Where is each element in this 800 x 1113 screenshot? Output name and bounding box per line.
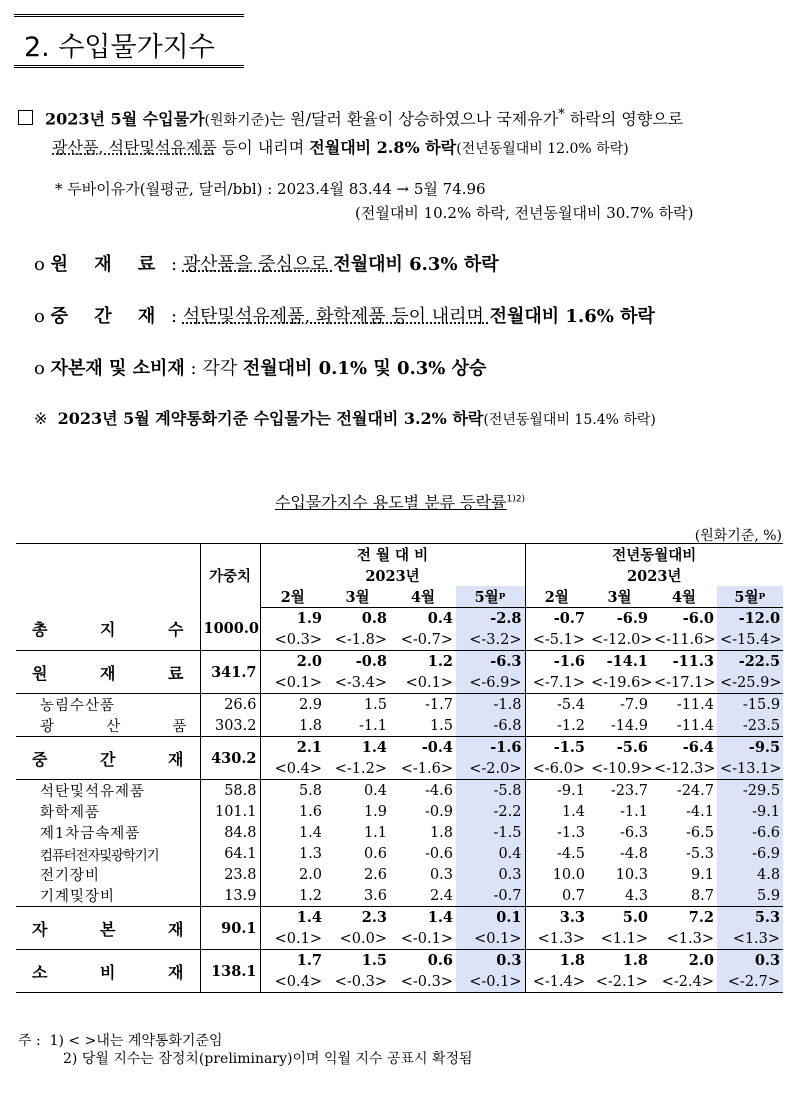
summary-text: 는 원/달러 환율이 상승하였으나 국제유가 [269, 109, 559, 129]
group-contract-value: <-13.1> [717, 758, 783, 780]
sub-value: 5.9 [717, 885, 783, 907]
group-weight: 430.2 [200, 737, 260, 780]
sub-value: -1.2 [525, 715, 588, 737]
sub-value: 1.8 [429, 824, 453, 841]
group-contract-value: <-0.1> [456, 971, 525, 993]
sub-value: 3.6 [325, 885, 390, 907]
group-value: -2.8 [456, 608, 525, 630]
sub-value: -6.6 [717, 822, 783, 843]
table-row [16, 715, 783, 737]
sub-value: -11.4 [651, 715, 717, 737]
summary-yoy: (전년동월대비 12.0% 하락) [456, 141, 629, 157]
bullet-sep: : [184, 358, 203, 379]
group-value: -12.0 [717, 608, 783, 630]
sub-weight: 26.6 [200, 694, 260, 716]
group-value: 1.2 [427, 653, 453, 670]
sub-value: -24.7 [676, 782, 714, 799]
table-row [16, 822, 783, 843]
group-contract-value: <-1.8> [325, 629, 390, 651]
table-row [16, 780, 783, 802]
summary-bold: 2023년 5월 수입물가 [45, 109, 205, 129]
header-weight: 가중치 [200, 544, 260, 608]
group-value: -6.0 [682, 610, 714, 627]
summary-mom: 전월대비 2.8% 하락 [309, 138, 457, 157]
group-contract-value: <1.1> [588, 928, 651, 950]
group-value: -5.6 [616, 739, 648, 756]
sub-value: 0.7 [525, 885, 588, 907]
group-name: 총 지 수 [16, 608, 200, 651]
group-value: 0.8 [361, 610, 387, 627]
header-month: 2월 [260, 586, 325, 608]
table-row [16, 737, 783, 759]
group-contract-value: <0.3> [260, 629, 325, 651]
header-month: 3월 [588, 586, 651, 608]
sub-value: -4.5 [557, 845, 585, 862]
sub-value: 1.1 [363, 824, 387, 841]
group-contract-value: <0.4> [260, 971, 325, 993]
group-value: 1.4 [296, 909, 322, 926]
group-contract-value: <0.1> [456, 928, 525, 950]
sub-weight: 58.8 [200, 780, 260, 802]
table-row [16, 801, 783, 822]
group-contract-value: <-2.1> [588, 971, 651, 993]
sub-value: 1.3 [298, 845, 322, 862]
sub-value: 0.6 [363, 845, 387, 862]
sub-value: -7.9 [620, 696, 648, 713]
group-weight: 138.1 [200, 950, 260, 993]
sub-value: 1.4 [298, 824, 322, 841]
group-value: -14.1 [606, 653, 648, 670]
group-contract-value: <-7.1> [525, 672, 588, 694]
sub-value: 4.8 [717, 864, 783, 885]
table-row [16, 950, 783, 972]
group-contract-value: <1.3> [651, 928, 717, 950]
group-value: -1.6 [553, 653, 585, 670]
sub-name: 광 산 품 [16, 715, 200, 737]
sub-weight: 13.9 [200, 885, 260, 907]
sub-value: -5.4 [557, 696, 585, 713]
group-name: 원 재 료 [16, 651, 200, 694]
group-value: 5.0 [622, 909, 648, 926]
group-value: 5.3 [717, 907, 783, 929]
header-month: 2월 [525, 586, 588, 608]
group-value: 0.3 [456, 950, 525, 972]
sub-weight: 303.2 [200, 715, 260, 737]
sub-weight: 84.8 [200, 822, 260, 843]
sub-value: -15.9 [717, 694, 783, 716]
group-contract-value: <-0.1> [390, 928, 456, 950]
table-title [0, 490, 800, 513]
sub-value: -0.7 [456, 885, 525, 907]
group-contract-value: <-2.7> [717, 971, 783, 993]
group-contract-value: <1.3> [717, 928, 783, 950]
sub-value: -23.7 [610, 782, 648, 799]
sub-value: -4.8 [620, 845, 648, 862]
bullet-sep: : [165, 254, 183, 275]
sub-name: 기계및장비 [16, 885, 200, 907]
bullet-label: 원 재 료 [50, 254, 166, 275]
table-body [16, 544, 783, 993]
group-contract-value: <-2.0> [456, 758, 525, 780]
group-value: 0.4 [427, 610, 453, 627]
group-value: 1.4 [427, 909, 453, 926]
bullet-bold: 전월대비 0.1% 및 0.3% 상승 [242, 358, 487, 379]
sub-value: 1.6 [298, 803, 322, 820]
reference-mark: ※ [34, 409, 48, 428]
group-value: -0.4 [421, 739, 453, 756]
table-row [16, 864, 783, 885]
unit-label: (원화기준, %) [694, 528, 782, 544]
group-weight: 341.7 [200, 651, 260, 694]
summary-end: 하락의 영향으로 [564, 109, 684, 129]
group-contract-value: <0.1> [260, 928, 325, 950]
header-year-yoy: 2023년 [627, 568, 682, 585]
group-contract-value: <-12.3> [651, 758, 717, 780]
sub-value: -1.8 [456, 694, 525, 716]
footnote-text: 1) < >내는 계약통화기준임 [49, 1033, 223, 1049]
sub-value: 5.8 [298, 782, 322, 799]
table-row [16, 651, 783, 673]
sub-value: 1.4 [561, 803, 585, 820]
sub-value: 10.0 [552, 866, 585, 883]
sub-value: -1.3 [557, 824, 585, 841]
sub-value: 0.4 [363, 782, 387, 799]
bullet-text: 광산품을 중심으로 [182, 254, 334, 275]
sub-value: 1.2 [260, 885, 325, 907]
group-weight: 90.1 [200, 907, 260, 950]
group-weight: 1000.0 [200, 608, 260, 651]
group-contract-value: <-0.3> [325, 971, 390, 993]
sub-value: -6.9 [717, 843, 783, 864]
group-contract-value: <-25.9> [717, 672, 783, 694]
group-contract-value: <-1.6> [390, 758, 456, 780]
sub-value: -6.3 [620, 824, 648, 841]
footnote-2: 2) 당월 지수는 잠정치(preliminary)이며 익월 지수 공표시 확정됨 [63, 1051, 473, 1067]
group-value: -1.5 [553, 739, 585, 756]
sub-name: 전기장비 [16, 864, 200, 885]
sub-value: -14.9 [588, 715, 651, 737]
sub-value: 1.8 [260, 715, 325, 737]
header-yoy: 전년동월대비 [525, 544, 783, 566]
contract-paren: (전년동월대비 15.4% 하락) [483, 412, 656, 428]
group-contract-value: <-11.6> [651, 629, 717, 651]
group-contract-value: <-1.4> [525, 971, 588, 993]
sub-value: -5.8 [456, 780, 525, 802]
header-month: 5월ᵖ [717, 586, 783, 608]
group-value: -6.4 [682, 739, 714, 756]
bullet-capital-consumer: o 자본재 및 소비재 : 각각 전월대비 0.1% 및 0.3% 상승 [34, 358, 487, 379]
group-contract-value: <0.1> [390, 672, 456, 694]
sub-value: -11.4 [676, 696, 714, 713]
group-value: 1.7 [296, 952, 322, 969]
table-row [16, 885, 783, 907]
sub-value: 0.3 [429, 866, 453, 883]
group-value: 7.2 [688, 909, 714, 926]
sub-value: -2.2 [456, 801, 525, 822]
table-row [16, 608, 783, 630]
group-value: -22.5 [717, 651, 783, 673]
sub-name: 제1차금속제품 [16, 822, 200, 843]
group-value: 1.5 [361, 952, 387, 969]
group-value: -11.3 [672, 653, 714, 670]
group-contract-value: <0.4> [260, 758, 325, 780]
header-month: 5월ᵖ [456, 586, 525, 608]
bullet-intermediate: o 중 간 재 : 석탄및석유제품, 화학제품 등이 내리며 전월대비 1.6% 하락 [34, 306, 655, 327]
sub-value: -0.6 [425, 845, 453, 862]
summary-mid: 등이 내리며 [216, 138, 310, 157]
group-name: 중 간 재 [16, 737, 200, 780]
group-value: 2.3 [361, 909, 387, 926]
sub-value: -1.1 [325, 715, 390, 737]
group-contract-value: <-3.2> [456, 629, 525, 651]
sub-value: 2.9 [298, 696, 322, 713]
header-month: 4월 [651, 586, 717, 608]
group-name: 소 비 재 [16, 950, 200, 993]
sub-value: -6.8 [456, 715, 525, 737]
group-contract-value: <-19.6> [588, 672, 651, 694]
group-value: 0.6 [427, 952, 453, 969]
header-corner [16, 544, 200, 608]
bullet-bold: 전월대비 6.3% 하락 [333, 254, 499, 275]
sub-value: -29.5 [717, 780, 783, 802]
bullet-sep: : [165, 306, 183, 327]
footnote-prefix: 주 : [18, 1033, 41, 1049]
sub-name: 화학제품 [16, 801, 200, 822]
group-value: -6.3 [456, 651, 525, 673]
sub-value: 0.3 [456, 864, 525, 885]
sub-value: 2.6 [363, 866, 387, 883]
summary-items: 광산품, 석탄및석유제품 [52, 138, 217, 157]
group-contract-value: <-2.4> [651, 971, 717, 993]
sub-name: 석탄및석유제품 [16, 780, 200, 802]
sub-value: 1.9 [363, 803, 387, 820]
group-contract-value: <0.0> [325, 928, 390, 950]
group-value: -9.5 [717, 737, 783, 759]
sub-value: -0.9 [425, 803, 453, 820]
group-value: 3.3 [559, 909, 585, 926]
group-contract-value: <-12.0> [588, 629, 651, 651]
contract-note [34, 406, 656, 429]
group-contract-value: <-3.4> [325, 672, 390, 694]
group-value: 0.1 [456, 907, 525, 929]
bullet-label: 중 간 재 [50, 306, 166, 327]
sub-name: 농림수산품 [16, 694, 200, 716]
table-title-text: 수입물가지수 용도별 분류 등락률 [274, 493, 507, 512]
group-contract-value: <-10.9> [588, 758, 651, 780]
group-contract-value: <-17.1> [651, 672, 717, 694]
sub-value: 2.0 [298, 866, 322, 883]
bullet-text: 각각 [202, 358, 243, 379]
checkbox-square-icon [18, 110, 33, 125]
bullet-bold: 전월대비 1.6% 하락 [489, 306, 655, 327]
section-title: 2. 수입물가지수 [24, 32, 215, 63]
sub-value: 0.4 [456, 843, 525, 864]
group-contract-value: <-0.7> [390, 629, 456, 651]
group-value: -0.8 [355, 653, 387, 670]
sub-weight: 64.1 [200, 843, 260, 864]
section-title-box [14, 14, 244, 68]
summary-line-2 [52, 135, 629, 158]
sub-value: 1.5 [363, 696, 387, 713]
sub-value: -5.3 [686, 845, 714, 862]
group-value: -6.9 [616, 610, 648, 627]
group-contract-value: <-15.4> [717, 629, 783, 651]
group-value: 2.0 [296, 653, 322, 670]
summary-line-1 [18, 105, 683, 130]
table-row [16, 694, 783, 716]
group-value: 1.8 [622, 952, 648, 969]
sub-value: -4.6 [425, 782, 453, 799]
oil-note-1: * 두바이유가(월평균, 달러/bbl) : 2023.4월 83.44 → 5월 74.96 [55, 180, 486, 198]
sub-value: -23.5 [717, 715, 783, 737]
price-index-table [16, 543, 783, 993]
footnote-1 [18, 1030, 223, 1050]
sub-value: 8.7 [651, 885, 717, 907]
group-contract-value: <-0.3> [390, 971, 456, 993]
group-contract-value: <-6.0> [525, 758, 588, 780]
contract-bold: 2023년 5월 계약통화기준 수입물가는 전월대비 3.2% 하락 [57, 409, 484, 428]
sub-value: -6.5 [686, 824, 714, 841]
sub-value: 9.1 [690, 866, 714, 883]
table-row [16, 843, 783, 864]
group-contract-value: <-1.2> [325, 758, 390, 780]
sub-name: 컴퓨터전자및광학기기 [16, 843, 200, 864]
group-value: 1.4 [361, 739, 387, 756]
header-month: 3월 [325, 586, 390, 608]
group-contract-value: <0.1> [260, 672, 325, 694]
sub-value: -4.1 [686, 803, 714, 820]
group-contract-value: <-6.9> [456, 672, 525, 694]
bullet-raw-materials: o 원 재 료 : 광산품을 중심으로 전월대비 6.3% 하락 [34, 254, 499, 275]
sub-value: 2.4 [390, 885, 456, 907]
sub-value: -1.5 [456, 822, 525, 843]
group-value: 1.8 [559, 952, 585, 969]
group-name: 자 본 재 [16, 907, 200, 950]
sub-weight: 23.8 [200, 864, 260, 885]
group-contract-value: <-5.1> [525, 629, 588, 651]
bullet-label: 자본재 및 소비재 [50, 358, 185, 379]
group-value: 1.9 [296, 610, 322, 627]
group-value: 0.3 [717, 950, 783, 972]
sub-value: 1.5 [390, 715, 456, 737]
sub-value: -1.7 [425, 696, 453, 713]
sub-value: -9.1 [557, 782, 585, 799]
group-value: 2.0 [688, 952, 714, 969]
group-value: -1.6 [456, 737, 525, 759]
sub-value: 4.3 [588, 885, 651, 907]
header-mom: 전 월 대 비 [260, 544, 525, 566]
sub-weight: 101.1 [200, 801, 260, 822]
summary-star: * [558, 107, 565, 122]
sub-value: 10.3 [615, 866, 648, 883]
summary-paren: (원화기준) [204, 112, 270, 129]
bullet-text: 석탄및석유제품, 화학제품 등이 내리며 [182, 306, 490, 327]
oil-note-2: (전월대비 10.2% 하락, 전년동월대비 30.7% 하락) [355, 204, 694, 222]
group-value: 2.1 [296, 739, 322, 756]
sub-value: -1.1 [620, 803, 648, 820]
group-contract-value: <1.3> [525, 928, 588, 950]
group-value: -0.7 [553, 610, 585, 627]
table-title-sup: 1)2) [506, 494, 526, 505]
sub-value: -9.1 [717, 801, 783, 822]
header-month: 4월 [390, 586, 456, 608]
header-year-mom: 2023년 [260, 565, 525, 586]
table-row [16, 907, 783, 929]
